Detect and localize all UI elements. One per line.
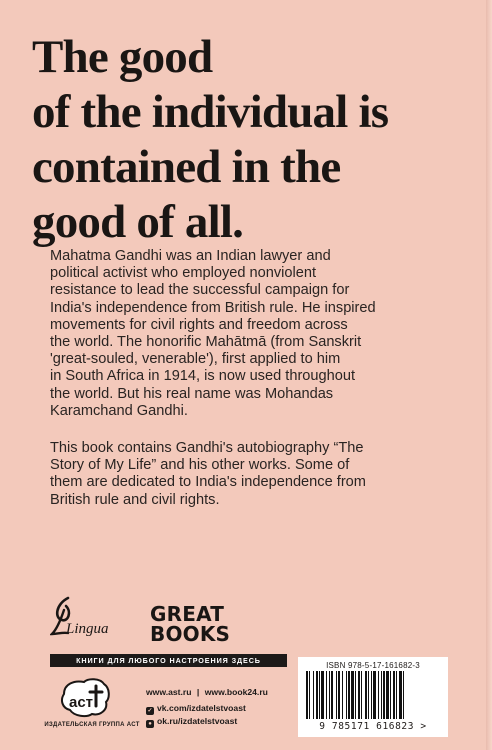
- website-link-ast[interactable]: www.ast.ru: [146, 687, 192, 697]
- barcode-bar: [383, 671, 385, 719]
- barcode-bar: [321, 671, 324, 719]
- barcode-bar: [396, 671, 397, 719]
- text-line: movements for civil rights and freedom across: [50, 316, 348, 333]
- website-link-book24[interactable]: www.book24.ru: [204, 687, 268, 697]
- quote-line: The good: [32, 31, 213, 83]
- barcode-bar: [331, 671, 333, 719]
- lingua-logo-text: Lingua: [66, 621, 109, 637]
- text-line: This book contains Gandhi's autobiography “The: [50, 440, 364, 456]
- series-line: BOOKS: [150, 622, 231, 646]
- barcode-bar: [319, 671, 320, 719]
- ok-icon: ●: [146, 720, 154, 728]
- barcode-bar: [371, 671, 372, 719]
- vk-row: [146, 702, 268, 715]
- barcode-bar: [399, 671, 402, 719]
- barcode-bar: [365, 671, 367, 719]
- quote-line: contained in the: [32, 141, 341, 193]
- barcode-bar: [393, 671, 395, 719]
- quote-line: good of all.: [32, 196, 244, 248]
- barcode-bar: [326, 671, 327, 719]
- barcode-bar: [403, 671, 404, 719]
- barcode-bar: [368, 671, 369, 719]
- tagline-bar: КНИГИ ДЛЯ ЛЮБОГО НАСТРОЕНИЯ ЗДЕСЬ: [50, 654, 287, 667]
- ast-logo: [60, 676, 112, 718]
- barcode-bar: [329, 671, 330, 719]
- barcode-digits: 9 785171 616823 >: [319, 721, 427, 732]
- publisher-links: [146, 686, 268, 728]
- text-line: British rule and civil rights.: [50, 491, 220, 508]
- text-line: in South Africa in 1914, is now used throughout: [50, 368, 356, 385]
- text-line: political activist who employed nonviolent: [50, 265, 317, 282]
- text-line: Karamchand Gandhi.: [50, 402, 188, 419]
- barcode-bar: [373, 671, 376, 719]
- text-line: 'great-souled, venerable'), first applied to him: [50, 351, 341, 368]
- barcode-bar: [338, 671, 340, 719]
- vk-link[interactable]: vk.com/izdatelstvoast: [157, 703, 246, 713]
- barcode-bar: [358, 671, 360, 719]
- barcode-bar: [351, 671, 354, 719]
- ok-row: [146, 715, 268, 728]
- text-line: resistance to lead the successful campaign for: [50, 282, 350, 299]
- isbn-text: ISBN 978-5-17-161682-3: [326, 661, 420, 670]
- barcode-bar: [313, 671, 314, 719]
- barcode-bar: [306, 671, 308, 719]
- ok-link[interactable]: ok.ru/izdatelstvoast: [157, 716, 238, 726]
- barcode-bars: [302, 671, 444, 721]
- vk-icon: ✓: [147, 708, 153, 714]
- website-row: [146, 686, 268, 699]
- barcode-bar: [378, 671, 379, 719]
- link-separator: |: [196, 687, 200, 697]
- barcode-bar: [346, 671, 347, 719]
- text-line: India's independence from British rule. He inspired: [50, 299, 376, 316]
- cover-quote: [32, 30, 472, 250]
- barcode-bar: [390, 671, 391, 719]
- text-line: Mahatma Gandhi was an Indian lawyer and: [50, 248, 331, 264]
- description-paragraph-2: [50, 440, 460, 509]
- ast-caption: ИЗДАТЕЛЬСКАЯ ГРУППА АСТ: [44, 722, 140, 728]
- lingua-logo: [50, 596, 130, 640]
- great-books-logo: [150, 604, 230, 644]
- text-line: the world. The honorific Mahātmā (from Sanskrit: [50, 334, 362, 351]
- text-line: them are dedicated to India's independence from: [50, 474, 366, 491]
- cover-edge: [486, 0, 492, 750]
- barcode-bar: [381, 671, 382, 719]
- barcode-bar: [316, 671, 318, 719]
- barcode-bar: [342, 671, 343, 719]
- description-paragraph-1: [50, 248, 460, 420]
- text-line: the world. But his real name was Mohandas: [50, 385, 334, 402]
- barcode-bar: [386, 671, 389, 719]
- quote-line: of the individual is: [32, 86, 389, 138]
- barcode-bar: [355, 671, 356, 719]
- barcode-bar: [309, 671, 310, 719]
- barcode-bar: [336, 671, 337, 719]
- series-line: GREAT: [150, 602, 225, 626]
- ast-logo-text: аст: [69, 694, 94, 711]
- barcode-bar: [361, 671, 362, 719]
- text-line: Story of My Life” and his other works. Some of: [50, 457, 350, 474]
- barcode-bar: [348, 671, 350, 719]
- barcode-area: [298, 657, 448, 737]
